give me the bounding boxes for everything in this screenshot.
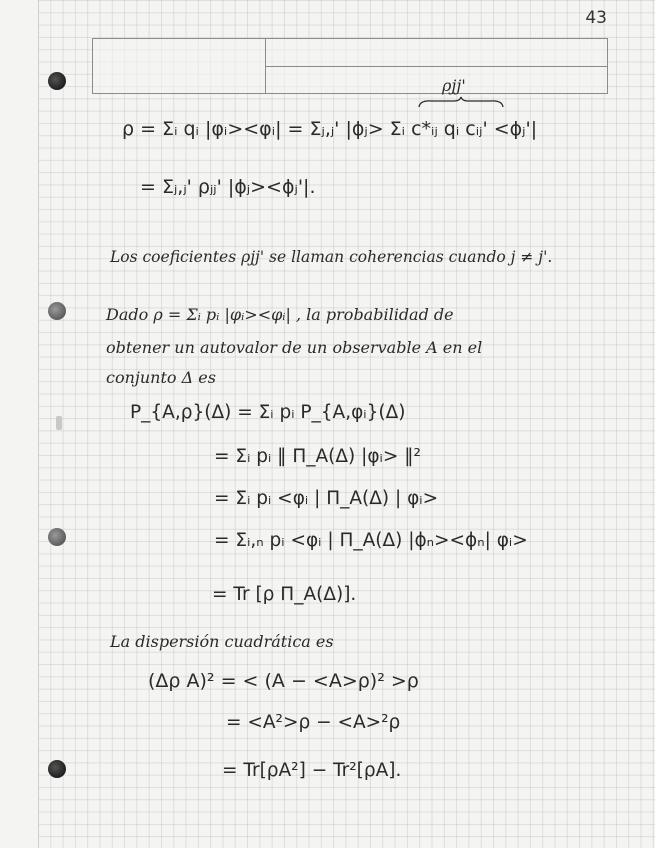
equation-probability-bracket: = Σᵢ pᵢ <φᵢ | Π_A(Δ) | φᵢ> xyxy=(214,488,439,509)
text-probability-2: obtener un autovalor de un observable A en el xyxy=(106,338,483,357)
text-coherences: Los coeficientes ρjj' se llaman coherencias cuando j ≠ j'. xyxy=(110,248,553,266)
binder-hole xyxy=(48,302,66,320)
page-margin-strip xyxy=(0,0,39,848)
text-dispersion: La dispersión cuadrática es xyxy=(110,632,334,651)
equation-density-matrix-2: = Σⱼ,ⱼ' ρⱼⱼ' |ϕⱼ><ϕⱼ'|. xyxy=(140,176,316,198)
equation-density-matrix: ρ = Σᵢ qᵢ |φᵢ><φᵢ| = Σⱼ,ⱼ' |ϕⱼ> Σᵢ c*ᵢⱼ qᵢ cᵢⱼ' <ϕⱼ'| xyxy=(122,118,538,140)
text-probability-3: conjunto Δ es xyxy=(106,368,216,387)
header-divider xyxy=(265,66,607,67)
equation-probability-trace: = Tr [ρ Π_A(Δ)]. xyxy=(212,584,357,605)
binder-hole xyxy=(48,760,66,778)
equation-probability: P_{A,ρ}(Δ) = Σᵢ pᵢ P_{A,φᵢ}(Δ) xyxy=(130,402,406,423)
margin-mark xyxy=(56,416,62,430)
header-box xyxy=(92,38,608,94)
equation-probability-norm: = Σᵢ pᵢ ‖ Π_A(Δ) |φᵢ> ‖² xyxy=(214,446,421,467)
binder-hole xyxy=(48,528,66,546)
coherence-label: ρjj' xyxy=(442,76,466,95)
equation-dispersion-trace: = Tr[ρA²] − Tr²[ρA]. xyxy=(222,760,402,781)
page-number: 43 xyxy=(585,8,607,28)
equation-probability-expanded: = Σᵢ,ₙ pᵢ <φᵢ | Π_A(Δ) |ϕₙ><ϕₙ| φᵢ> xyxy=(214,530,528,551)
equation-dispersion-2: = <A²>ρ − <A>²ρ xyxy=(226,712,401,733)
text-probability-1: Dado ρ = Σᵢ pᵢ |φᵢ><φᵢ| , la probabilidad de xyxy=(106,305,454,324)
curly-brace xyxy=(418,96,504,108)
binder-hole xyxy=(48,72,66,90)
equation-dispersion: (Δρ A)² = < (A − <A>ρ)² >ρ xyxy=(148,670,419,692)
